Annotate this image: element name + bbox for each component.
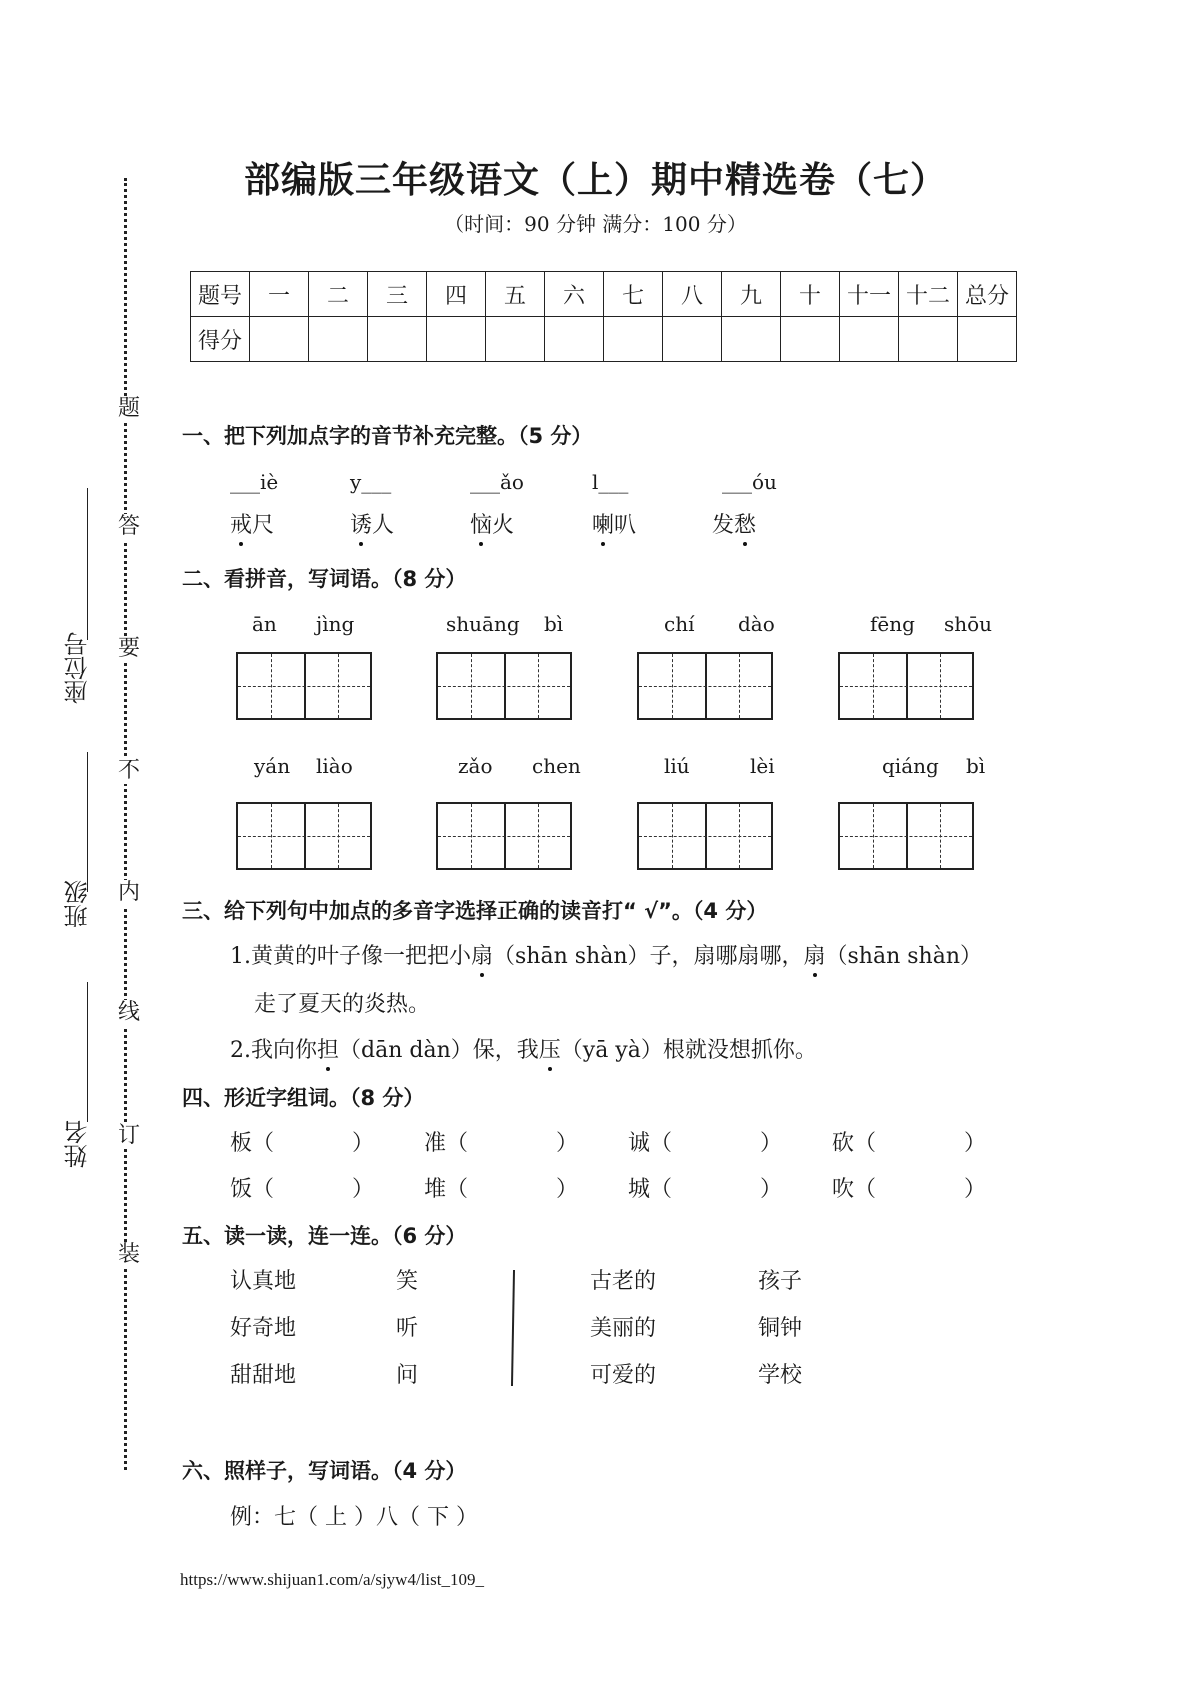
binding-dotted-line xyxy=(124,178,127,1470)
match-word[interactable]: 古老的 xyxy=(590,1269,657,1294)
q4-close: ） xyxy=(352,1131,375,1156)
score-cell: 七 xyxy=(604,272,663,317)
writing-grid[interactable] xyxy=(436,652,572,720)
q4-close: ） xyxy=(760,1131,783,1156)
match-word[interactable]: 甜甜地 xyxy=(230,1363,297,1388)
sentence-options[interactable]: （yā yà）根就没想抓你。 xyxy=(560,1038,817,1063)
q2-pinyin: zǎo xyxy=(458,754,493,778)
q2-heading: 二、看拼音，写词语。（8 分） xyxy=(182,567,467,591)
word-rest: 火 xyxy=(492,513,515,538)
q4-heading: 四、形近字组词。（8 分） xyxy=(182,1086,425,1110)
score-input-cell[interactable] xyxy=(722,317,781,362)
q4-item: 吹（ xyxy=(832,1177,877,1202)
dotted-char: 戒 xyxy=(230,508,252,539)
q2-pinyin: fēng xyxy=(870,612,915,636)
score-input-cell[interactable] xyxy=(368,317,427,362)
score-cell: 九 xyxy=(722,272,781,317)
q4-close: ） xyxy=(352,1177,375,1202)
margin-char: 题 xyxy=(117,396,140,421)
margin-char: 不 xyxy=(117,758,140,783)
score-input-cell[interactable] xyxy=(663,317,722,362)
match-word[interactable]: 问 xyxy=(396,1363,419,1388)
page-title: 部编版三年级语文（上）期中精选卷（七） xyxy=(243,160,947,201)
score-cell: 二 xyxy=(309,272,368,317)
q2-pinyin: dào xyxy=(738,612,775,636)
sentence-options[interactable]: （dān dàn）保，我 xyxy=(339,1038,539,1063)
q1-pinyin-blank[interactable]: y___ xyxy=(350,470,392,494)
q1-word xyxy=(592,508,636,539)
score-cell: 三 xyxy=(368,272,427,317)
q4-close: ） xyxy=(964,1131,987,1156)
match-word[interactable]: 好奇地 xyxy=(230,1316,297,1341)
q1-word xyxy=(350,508,394,539)
q1-pinyin-blank[interactable]: ___iè xyxy=(230,470,279,494)
match-word[interactable]: 认真地 xyxy=(230,1269,297,1294)
q5-heading: 五、读一读，连一连。（6 分） xyxy=(182,1224,467,1248)
q1-pinyin-blank[interactable]: ___ǎo xyxy=(470,470,524,494)
name-label xyxy=(58,1120,98,1174)
score-input-cell[interactable] xyxy=(781,317,840,362)
margin-char: 装 xyxy=(117,1242,140,1267)
q1-heading: 一、把下列加点字的音节补充完整。（5 分） xyxy=(182,424,593,448)
q1-pinyin-blank[interactable]: ___óu xyxy=(722,470,777,494)
match-word[interactable]: 听 xyxy=(396,1316,419,1341)
name-line[interactable] xyxy=(87,982,88,1122)
score-cell: 十 xyxy=(781,272,840,317)
q2-pinyin: bì xyxy=(544,612,564,636)
margin-char: 线 xyxy=(117,1000,140,1025)
q4-item: 堆（ xyxy=(424,1177,469,1202)
q3-sentence-1 xyxy=(230,939,982,970)
word-rest: 叭 xyxy=(614,513,637,538)
q4-close: ） xyxy=(964,1177,987,1202)
dotted-char: 扇 xyxy=(471,939,493,970)
score-input-cell[interactable] xyxy=(250,317,309,362)
score-input-cell[interactable] xyxy=(899,317,958,362)
match-word[interactable]: 孩子 xyxy=(758,1269,803,1294)
q2-pinyin: bì xyxy=(966,754,986,778)
writing-grid[interactable] xyxy=(637,652,773,720)
q3-sentence-1-cont: 走了夏天的炎热。 xyxy=(254,992,431,1017)
match-word[interactable]: 美丽的 xyxy=(590,1316,657,1341)
class-text: 班级 xyxy=(64,880,92,928)
q4-close: ） xyxy=(556,1177,579,1202)
q2-pinyin: yán xyxy=(254,754,291,778)
score-input-cell[interactable] xyxy=(958,317,1017,362)
name-text: 姓名 xyxy=(64,1120,92,1168)
score-input-cell[interactable] xyxy=(486,317,545,362)
writing-grid[interactable] xyxy=(436,802,572,870)
q4-item: 饭（ xyxy=(230,1177,275,1202)
margin-char: 订 xyxy=(117,1123,140,1148)
writing-grid[interactable] xyxy=(838,802,974,870)
q2-pinyin: chí xyxy=(664,612,695,636)
q1-pinyin-blank[interactable]: l___ xyxy=(592,470,629,494)
q2-pinyin: liào xyxy=(316,754,353,778)
score-label-cell: 得分 xyxy=(191,317,250,362)
word-rest: 尺 xyxy=(252,513,275,538)
q4-item: 城（ xyxy=(628,1177,673,1202)
match-word[interactable]: 学校 xyxy=(758,1363,803,1388)
q1-word xyxy=(470,508,514,539)
footer-url[interactable]: https://www.shijuan1.com/a/sjyw4/list_109_ xyxy=(180,1570,484,1589)
writing-grid[interactable] xyxy=(838,652,974,720)
q4-item: 砍（ xyxy=(832,1131,877,1156)
q4-item: 板（ xyxy=(230,1131,275,1156)
score-input-cell[interactable] xyxy=(840,317,899,362)
margin-char: 答 xyxy=(117,514,140,539)
class-line[interactable] xyxy=(87,752,88,892)
dotted-char: 愁 xyxy=(734,508,756,539)
seat-number-label xyxy=(58,632,98,710)
score-cell: 八 xyxy=(663,272,722,317)
match-word[interactable]: 笑 xyxy=(396,1269,419,1294)
dotted-char: 扇 xyxy=(804,939,826,970)
score-input-cell[interactable] xyxy=(545,317,604,362)
q2-pinyin: lèi xyxy=(750,754,775,778)
writing-grid[interactable] xyxy=(637,802,773,870)
writing-grid[interactable] xyxy=(236,652,372,720)
q6-example: 例：七（ 上 ）八（ 下 ） xyxy=(230,1505,478,1530)
dotted-char: 压 xyxy=(539,1033,561,1064)
q4-close: ） xyxy=(760,1177,783,1202)
q1-word xyxy=(712,508,756,539)
score-table-score-row xyxy=(191,317,1017,362)
score-cell: 一 xyxy=(250,272,309,317)
q2-pinyin: shōu xyxy=(944,612,993,636)
score-input-cell[interactable] xyxy=(604,317,663,362)
score-table xyxy=(190,271,1017,362)
score-cell: 十一 xyxy=(840,272,899,317)
match-word[interactable]: 铜钟 xyxy=(758,1316,803,1341)
seat-number-text: 座位号 xyxy=(64,632,92,704)
score-cell: 四 xyxy=(427,272,486,317)
word-rest: 人 xyxy=(372,513,395,538)
dotted-char: 喇 xyxy=(592,508,614,539)
q2-pinyin: liú xyxy=(664,754,690,778)
score-cell: 题号 xyxy=(191,272,250,317)
q2-pinyin: ān xyxy=(252,612,277,636)
q3-sentence-2 xyxy=(230,1033,817,1064)
sentence-options[interactable]: （shān shàn） xyxy=(825,944,982,969)
sentence-text: 2.我向你 xyxy=(230,1038,317,1063)
word-rest: 发 xyxy=(712,513,735,538)
score-cell: 六 xyxy=(545,272,604,317)
class-label xyxy=(58,880,98,934)
q2-pinyin: jìng xyxy=(316,612,355,636)
sentence-options[interactable]: （shān shàn）子，扇哪扇哪， xyxy=(493,944,804,969)
dotted-char: 诱 xyxy=(350,508,372,539)
margin-char: 内 xyxy=(117,880,140,905)
score-table-header-row xyxy=(191,272,1017,317)
q2-pinyin: qiáng xyxy=(882,754,939,778)
q2-pinyin: chen xyxy=(532,754,581,778)
q4-item: 准（ xyxy=(424,1131,469,1156)
score-cell: 总分 xyxy=(958,272,1017,317)
score-input-cell[interactable] xyxy=(309,317,368,362)
dotted-char: 担 xyxy=(317,1033,339,1064)
match-word[interactable]: 可爱的 xyxy=(590,1363,657,1388)
sentence-text: 1.黄黄的叶子像一把把小 xyxy=(230,944,471,969)
column-divider xyxy=(511,1270,515,1386)
q4-item: 诚（ xyxy=(628,1131,673,1156)
score-cell: 十二 xyxy=(899,272,958,317)
q1-word xyxy=(230,508,274,539)
score-cell: 五 xyxy=(486,272,545,317)
dotted-char: 恼 xyxy=(470,508,492,539)
score-input-cell[interactable] xyxy=(427,317,486,362)
q6-heading: 六、照样子，写词语。（4 分） xyxy=(182,1459,467,1483)
margin-char: 要 xyxy=(117,636,140,661)
seat-number-line[interactable] xyxy=(87,488,88,640)
exam-info: （时间：90 分钟 满分：100 分） xyxy=(444,212,747,236)
q4-close: ） xyxy=(556,1131,579,1156)
q3-heading: 三、给下列句中加点的多音字选择正确的读音打“ √”。（4 分） xyxy=(182,899,768,923)
q2-pinyin: shuāng xyxy=(446,612,520,636)
writing-grid[interactable] xyxy=(236,802,372,870)
